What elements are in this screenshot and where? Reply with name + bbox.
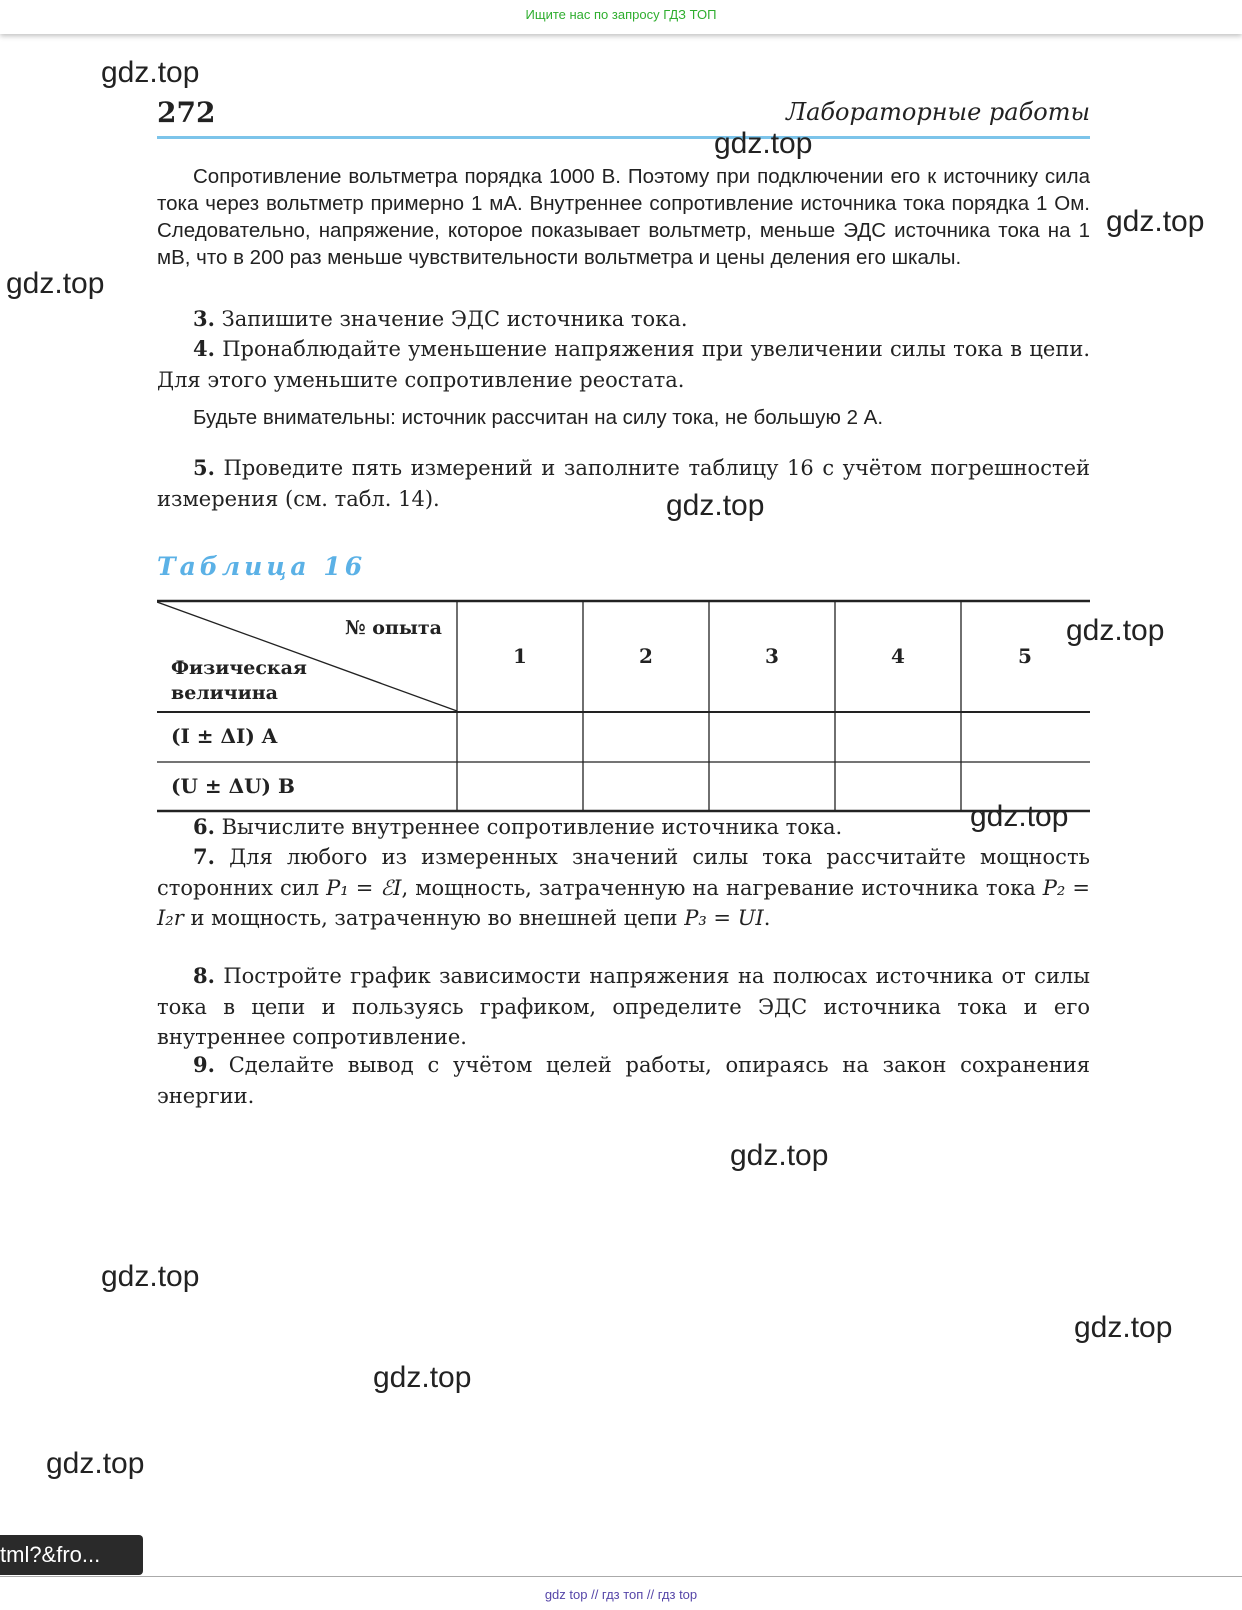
step-6: 6. Вычислите внутреннее сопротивление источника тока. xyxy=(193,814,843,839)
column-header: 5 xyxy=(1018,644,1032,668)
top-banner-text: Ищите нас по запросу ГДЗ ТОП xyxy=(525,7,717,22)
step-4: 4. Пронаблюдайте уменьшение напряжения при увеличении силы тока в цепи. Для этого уменьшите сопротивление реостата. xyxy=(157,336,1090,392)
step-3: 3. Запишите значение ЭДС источника тока. xyxy=(193,306,688,331)
note-voltmeter: Сопротивление вольтметра порядка 1000 В. Поэтому при подключении его к источнику сила тока через вольтметр примерно 1 мА. Внутреннее сопротивление источника тока порядка 1 Ом. Следовательно, напряжение, которое показывает вольтметр, меньше ЭДС источника тока на 1 мВ, что в 200 раз меньше чувствительности вольтметра и цены деления его шкалы. xyxy=(157,165,1090,269)
column-header: 4 xyxy=(891,644,905,668)
watermark: gdz.top xyxy=(714,127,813,160)
step-5: 5. Проведите пять измерений и заполните таблицу 16 с учётом погрешностей измерения (см. табл. 14). xyxy=(157,455,1090,511)
step-7: 7. Для любого из измеренных значений силы тока рассчитайте мощность сторонних сил P₁ = ℰI, мощность, затраченную на нагревание источника тока P₂ = I₂r и мощность, затраченную во внешней цепи P₃ = UI. xyxy=(157,844,1091,930)
watermark: gdz.top xyxy=(101,1260,200,1293)
table-title: Таблица 16 xyxy=(157,552,367,581)
watermark: gdz.top xyxy=(1106,205,1205,238)
header-rule xyxy=(157,136,1090,139)
corner-bottom-label-1: Физическая xyxy=(171,657,307,679)
top-banner xyxy=(0,0,1242,34)
watermark: gdz.top xyxy=(970,800,1069,833)
row-label: (U ± ΔU) B xyxy=(171,774,295,798)
watermark: gdz.top xyxy=(1074,1311,1173,1344)
watermark: gdz.top xyxy=(6,267,105,300)
watermark: gdz.top xyxy=(666,489,765,522)
formula-p3: P₃ = UI xyxy=(684,906,764,930)
corner-bottom-label-2: величина xyxy=(171,682,278,704)
watermark: gdz.top xyxy=(730,1139,829,1172)
step-8: 8. Постройте график зависимости напряжения на полюсах источника от силы тока в цепи и пользуясь графиком, определите ЭДС источника тока и его внутреннее сопротивление. xyxy=(157,963,1090,1049)
watermark: gdz.top xyxy=(101,56,200,89)
formula-p2: P₂ = I₂r xyxy=(157,875,1091,930)
column-header: 2 xyxy=(639,644,653,668)
column-header: 3 xyxy=(765,644,779,668)
watermark: gdz.top xyxy=(373,1361,472,1394)
corner-top-label: № опыта xyxy=(345,617,442,639)
bottom-bar-text: gdz top // гдз топ // гдз top xyxy=(544,1587,698,1602)
browser-tab-label[interactable]: tml?&fro... xyxy=(0,1535,143,1575)
row-label: (I ± ΔI) A xyxy=(171,724,278,748)
formula-p1: P₁ = ℰI xyxy=(326,875,402,900)
column-header: 1 xyxy=(513,644,527,668)
note-careful: Будьте внимательны: источник рассчитан на силу тока, не большую 2 А. xyxy=(193,406,884,429)
bottom-bar xyxy=(0,1576,1242,1610)
watermark: gdz.top xyxy=(1066,614,1165,647)
step-9: 9. Сделайте вывод с учётом целей работы, опираясь на закон сохранения энергии. xyxy=(157,1052,1090,1108)
page-number: 272 xyxy=(157,96,216,129)
data-table xyxy=(157,598,1093,814)
watermark: gdz.top xyxy=(46,1447,145,1480)
running-head: Лабораторные работы xyxy=(786,98,1090,126)
